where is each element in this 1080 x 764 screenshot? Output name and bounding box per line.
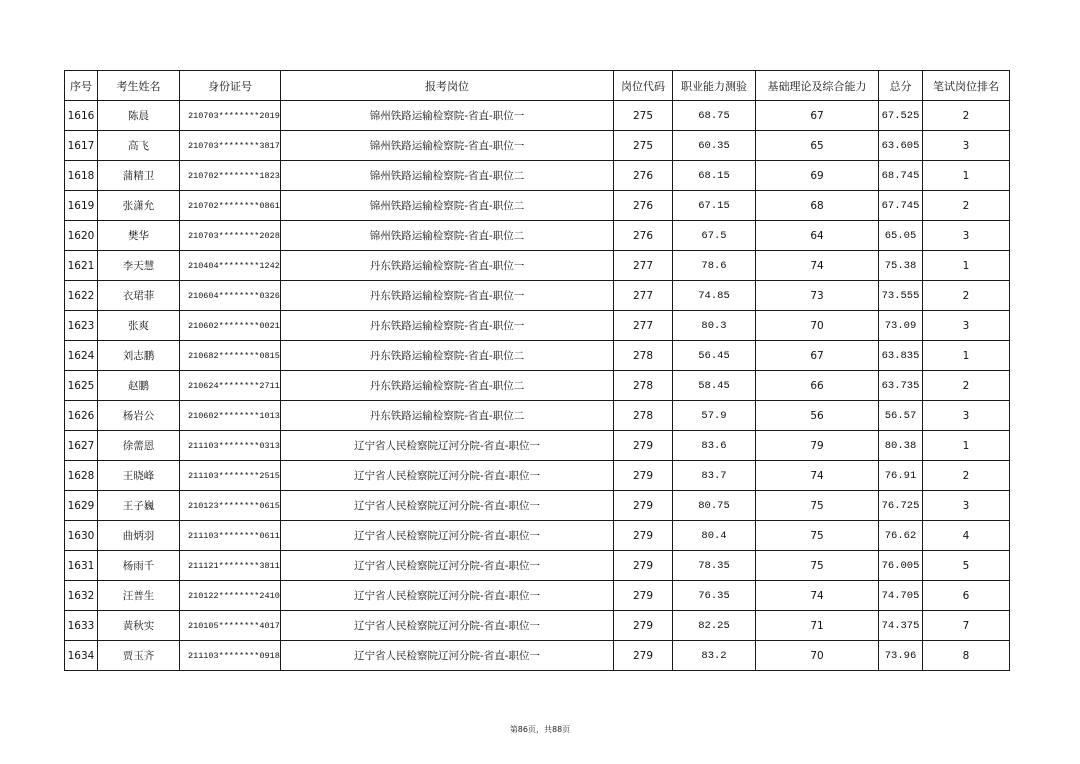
cell-position: 辽宁省人民检察院辽河分院-省直-职位一 xyxy=(281,611,614,641)
header-candidate-name: 考生姓名 xyxy=(98,71,180,101)
cell-candidate-name: 衣珺菲 xyxy=(98,281,180,311)
cell-index: 1631 xyxy=(65,551,98,581)
cell-rank: 3 xyxy=(923,131,1010,161)
cell-rank: 2 xyxy=(923,281,1010,311)
table-row xyxy=(65,581,1010,611)
cell-rank: 4 xyxy=(923,521,1010,551)
cell-total-score: 74.705 xyxy=(879,581,923,611)
cell-aptitude-test: 67.5 xyxy=(673,221,756,251)
cell-id-number: 211121********3811 xyxy=(180,551,281,581)
header-aptitude-test: 职业能力测验 xyxy=(673,71,756,101)
cell-total-score: 76.91 xyxy=(879,461,923,491)
table-row xyxy=(65,371,1010,401)
cell-position-code: 279 xyxy=(614,641,673,671)
cell-rank: 1 xyxy=(923,431,1010,461)
cell-total-score: 80.38 xyxy=(879,431,923,461)
cell-index: 1616 xyxy=(65,101,98,131)
cell-candidate-name: 黄秋实 xyxy=(98,611,180,641)
cell-index: 1629 xyxy=(65,491,98,521)
table-body xyxy=(65,101,1010,671)
cell-aptitude-test: 83.7 xyxy=(673,461,756,491)
cell-total-score: 68.745 xyxy=(879,161,923,191)
cell-index: 1634 xyxy=(65,641,98,671)
cell-theory-score: 67 xyxy=(756,341,879,371)
table-row xyxy=(65,461,1010,491)
table-row xyxy=(65,191,1010,221)
cell-theory-score: 74 xyxy=(756,251,879,281)
cell-theory-score: 75 xyxy=(756,551,879,581)
cell-id-number: 211103********0918 xyxy=(180,641,281,671)
table-row xyxy=(65,341,1010,371)
results-table xyxy=(64,70,1010,671)
page-number: 第86页，共88页 xyxy=(509,725,571,734)
table-header-row xyxy=(65,71,1010,101)
cell-position: 辽宁省人民检察院辽河分院-省直-职位一 xyxy=(281,461,614,491)
cell-candidate-name: 汪普生 xyxy=(98,581,180,611)
cell-position-code: 276 xyxy=(614,161,673,191)
cell-rank: 5 xyxy=(923,551,1010,581)
cell-position: 丹东铁路运输检察院-省直-职位二 xyxy=(281,341,614,371)
cell-rank: 1 xyxy=(923,341,1010,371)
cell-candidate-name: 曲炳羽 xyxy=(98,521,180,551)
cell-total-score: 63.605 xyxy=(879,131,923,161)
cell-total-score: 76.62 xyxy=(879,521,923,551)
cell-total-score: 67.525 xyxy=(879,101,923,131)
cell-candidate-name: 杨岩公 xyxy=(98,401,180,431)
cell-total-score: 67.745 xyxy=(879,191,923,221)
cell-id-number: 210123********0615 xyxy=(180,491,281,521)
table-row xyxy=(65,221,1010,251)
cell-aptitude-test: 80.4 xyxy=(673,521,756,551)
cell-total-score: 75.38 xyxy=(879,251,923,281)
cell-position-code: 278 xyxy=(614,401,673,431)
cell-total-score: 76.725 xyxy=(879,491,923,521)
cell-aptitude-test: 56.45 xyxy=(673,341,756,371)
cell-index: 1626 xyxy=(65,401,98,431)
cell-id-number: 210602********1013 xyxy=(180,401,281,431)
cell-id-number: 211103********0313 xyxy=(180,431,281,461)
cell-rank: 3 xyxy=(923,401,1010,431)
cell-id-number: 210404********1242 xyxy=(180,251,281,281)
cell-candidate-name: 杨雨千 xyxy=(98,551,180,581)
cell-theory-score: 65 xyxy=(756,131,879,161)
cell-index: 1621 xyxy=(65,251,98,281)
cell-aptitude-test: 83.6 xyxy=(673,431,756,461)
cell-candidate-name: 张爽 xyxy=(98,311,180,341)
cell-theory-score: 75 xyxy=(756,521,879,551)
cell-position-code: 279 xyxy=(614,461,673,491)
cell-total-score: 73.555 xyxy=(879,281,923,311)
cell-aptitude-test: 67.15 xyxy=(673,191,756,221)
cell-id-number: 210604********0326 xyxy=(180,281,281,311)
cell-candidate-name: 高飞 xyxy=(98,131,180,161)
cell-id-number: 210105********4017 xyxy=(180,611,281,641)
cell-aptitude-test: 68.75 xyxy=(673,101,756,131)
cell-position: 锦州铁路运输检察院-省直-职位一 xyxy=(281,131,614,161)
cell-theory-score: 74 xyxy=(756,581,879,611)
cell-aptitude-test: 80.3 xyxy=(673,311,756,341)
cell-position-code: 275 xyxy=(614,131,673,161)
cell-aptitude-test: 58.45 xyxy=(673,371,756,401)
cell-id-number: 211103********0611 xyxy=(180,521,281,551)
cell-rank: 3 xyxy=(923,221,1010,251)
cell-total-score: 73.09 xyxy=(879,311,923,341)
cell-aptitude-test: 82.25 xyxy=(673,611,756,641)
cell-aptitude-test: 80.75 xyxy=(673,491,756,521)
header-position: 报考岗位 xyxy=(281,71,614,101)
cell-id-number: 210703********2028 xyxy=(180,221,281,251)
cell-index: 1627 xyxy=(65,431,98,461)
cell-candidate-name: 张潇允 xyxy=(98,191,180,221)
cell-position-code: 279 xyxy=(614,521,673,551)
cell-theory-score: 68 xyxy=(756,191,879,221)
table-row xyxy=(65,431,1010,461)
cell-index: 1618 xyxy=(65,161,98,191)
cell-index: 1633 xyxy=(65,611,98,641)
cell-theory-score: 73 xyxy=(756,281,879,311)
cell-theory-score: 74 xyxy=(756,461,879,491)
cell-index: 1619 xyxy=(65,191,98,221)
cell-id-number: 210682********0815 xyxy=(180,341,281,371)
cell-aptitude-test: 68.15 xyxy=(673,161,756,191)
cell-index: 1622 xyxy=(65,281,98,311)
table-row xyxy=(65,641,1010,671)
cell-position: 丹东铁路运输检察院-省直-职位一 xyxy=(281,311,614,341)
cell-total-score: 76.005 xyxy=(879,551,923,581)
cell-aptitude-test: 57.9 xyxy=(673,401,756,431)
header-total-score: 总分 xyxy=(879,71,923,101)
cell-total-score: 65.05 xyxy=(879,221,923,251)
cell-theory-score: 70 xyxy=(756,311,879,341)
header-rank: 笔试岗位排名 xyxy=(923,71,1010,101)
cell-candidate-name: 王子巍 xyxy=(98,491,180,521)
cell-index: 1632 xyxy=(65,581,98,611)
cell-candidate-name: 李天慧 xyxy=(98,251,180,281)
cell-theory-score: 70 xyxy=(756,641,879,671)
table-row xyxy=(65,251,1010,281)
cell-theory-score: 67 xyxy=(756,101,879,131)
cell-candidate-name: 陈晨 xyxy=(98,101,180,131)
cell-id-number: 210703********3817 xyxy=(180,131,281,161)
cell-position-code: 275 xyxy=(614,101,673,131)
cell-position-code: 278 xyxy=(614,371,673,401)
cell-id-number: 211103********2515 xyxy=(180,461,281,491)
cell-position-code: 277 xyxy=(614,311,673,341)
cell-rank: 1 xyxy=(923,161,1010,191)
cell-candidate-name: 王晓峰 xyxy=(98,461,180,491)
cell-position-code: 276 xyxy=(614,191,673,221)
cell-total-score: 74.375 xyxy=(879,611,923,641)
table-row xyxy=(65,551,1010,581)
cell-position: 辽宁省人民检察院辽河分院-省直-职位一 xyxy=(281,521,614,551)
cell-position: 丹东铁路运输检察院-省直-职位二 xyxy=(281,401,614,431)
cell-position: 锦州铁路运输检察院-省直-职位二 xyxy=(281,161,614,191)
cell-rank: 7 xyxy=(923,611,1010,641)
cell-rank: 8 xyxy=(923,641,1010,671)
cell-rank: 2 xyxy=(923,101,1010,131)
table-row xyxy=(65,131,1010,161)
cell-position: 辽宁省人民检察院辽河分院-省直-职位一 xyxy=(281,641,614,671)
cell-index: 1623 xyxy=(65,311,98,341)
cell-candidate-name: 徐薷恩 xyxy=(98,431,180,461)
cell-position-code: 279 xyxy=(614,551,673,581)
header-theory-score: 基础理论及综合能力 xyxy=(756,71,879,101)
header-index: 序号 xyxy=(65,71,98,101)
cell-theory-score: 66 xyxy=(756,371,879,401)
cell-index: 1625 xyxy=(65,371,98,401)
header-position-code: 岗位代码 xyxy=(614,71,673,101)
cell-theory-score: 64 xyxy=(756,221,879,251)
cell-index: 1630 xyxy=(65,521,98,551)
cell-rank: 3 xyxy=(923,491,1010,521)
cell-id-number: 210703********2019 xyxy=(180,101,281,131)
cell-total-score: 63.835 xyxy=(879,341,923,371)
cell-candidate-name: 贾玉齐 xyxy=(98,641,180,671)
cell-rank: 3 xyxy=(923,311,1010,341)
table-row xyxy=(65,101,1010,131)
cell-index: 1624 xyxy=(65,341,98,371)
cell-position: 辽宁省人民检察院辽河分院-省直-职位一 xyxy=(281,491,614,521)
cell-aptitude-test: 83.2 xyxy=(673,641,756,671)
cell-aptitude-test: 60.35 xyxy=(673,131,756,161)
cell-candidate-name: 蒲精卫 xyxy=(98,161,180,191)
cell-position-code: 279 xyxy=(614,611,673,641)
cell-id-number: 210702********0861 xyxy=(180,191,281,221)
cell-position-code: 279 xyxy=(614,581,673,611)
cell-rank: 2 xyxy=(923,191,1010,221)
cell-position: 丹东铁路运输检察院-省直-职位二 xyxy=(281,371,614,401)
cell-rank: 1 xyxy=(923,251,1010,281)
cell-position: 辽宁省人民检察院辽河分院-省直-职位一 xyxy=(281,431,614,461)
cell-aptitude-test: 78.35 xyxy=(673,551,756,581)
cell-position: 丹东铁路运输检察院-省直-职位一 xyxy=(281,281,614,311)
cell-candidate-name: 樊华 xyxy=(98,221,180,251)
cell-index: 1628 xyxy=(65,461,98,491)
cell-index: 1620 xyxy=(65,221,98,251)
table-row xyxy=(65,521,1010,551)
cell-position: 锦州铁路运输检察院-省直-职位二 xyxy=(281,221,614,251)
cell-position-code: 276 xyxy=(614,221,673,251)
cell-position-code: 279 xyxy=(614,431,673,461)
cell-position: 辽宁省人民检察院辽河分院-省直-职位一 xyxy=(281,581,614,611)
cell-aptitude-test: 74.85 xyxy=(673,281,756,311)
cell-candidate-name: 刘志鹏 xyxy=(98,341,180,371)
cell-position: 辽宁省人民检察院辽河分院-省直-职位一 xyxy=(281,551,614,581)
table-row xyxy=(65,611,1010,641)
cell-aptitude-test: 76.35 xyxy=(673,581,756,611)
table-row xyxy=(65,161,1010,191)
cell-position-code: 279 xyxy=(614,491,673,521)
cell-position: 锦州铁路运输检察院-省直-职位一 xyxy=(281,101,614,131)
cell-theory-score: 71 xyxy=(756,611,879,641)
cell-total-score: 56.57 xyxy=(879,401,923,431)
cell-rank: 2 xyxy=(923,371,1010,401)
cell-id-number: 210624********2711 xyxy=(180,371,281,401)
cell-position-code: 277 xyxy=(614,281,673,311)
cell-rank: 6 xyxy=(923,581,1010,611)
cell-position: 锦州铁路运输检察院-省直-职位二 xyxy=(281,191,614,221)
cell-theory-score: 56 xyxy=(756,401,879,431)
cell-total-score: 73.96 xyxy=(879,641,923,671)
cell-theory-score: 75 xyxy=(756,491,879,521)
cell-position: 丹东铁路运输检察院-省直-职位一 xyxy=(281,251,614,281)
cell-aptitude-test: 78.6 xyxy=(673,251,756,281)
cell-id-number: 210702********1823 xyxy=(180,161,281,191)
table-row xyxy=(65,281,1010,311)
cell-candidate-name: 赵鹏 xyxy=(98,371,180,401)
cell-theory-score: 79 xyxy=(756,431,879,461)
table-row xyxy=(65,491,1010,521)
cell-index: 1617 xyxy=(65,131,98,161)
table-row xyxy=(65,311,1010,341)
cell-rank: 2 xyxy=(923,461,1010,491)
table-row xyxy=(65,401,1010,431)
cell-total-score: 63.735 xyxy=(879,371,923,401)
cell-position-code: 277 xyxy=(614,251,673,281)
header-id-number: 身份证号 xyxy=(180,71,281,101)
cell-theory-score: 69 xyxy=(756,161,879,191)
cell-position-code: 278 xyxy=(614,341,673,371)
cell-id-number: 210122********2410 xyxy=(180,581,281,611)
cell-id-number: 210602********0021 xyxy=(180,311,281,341)
